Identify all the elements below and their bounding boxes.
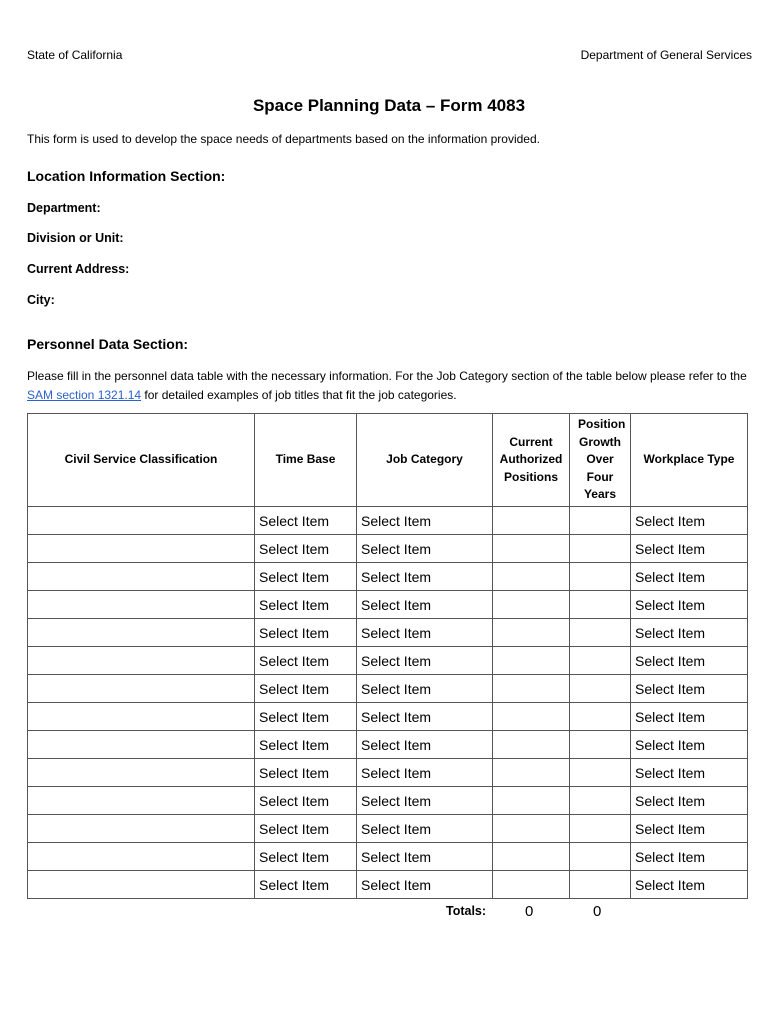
time-base-select[interactable] (255, 591, 357, 619)
select-item-label: Select Item (361, 876, 432, 893)
time-base-select[interactable] (255, 843, 357, 871)
classification-cell[interactable] (28, 759, 255, 787)
header-state: State of California (27, 48, 123, 62)
select-item-label: Select Item (361, 540, 432, 557)
classification-cell[interactable] (28, 591, 255, 619)
division-field[interactable]: Division or Unit: (27, 231, 124, 245)
classification-cell[interactable] (28, 563, 255, 591)
workplace-type-select[interactable] (631, 731, 748, 759)
select-item-label: Select Item (361, 792, 432, 809)
header-department: Department of General Services (580, 48, 752, 62)
intro-text: This form is used to develop the space needs of departments based on the information provided. (27, 132, 540, 146)
table-body (28, 507, 748, 899)
select-item-label: Select Item (361, 624, 432, 641)
position-growth-cell[interactable] (570, 731, 631, 759)
select-item-label: Select Item (259, 876, 330, 893)
total-current-positions: 0 (525, 903, 534, 920)
time-base-select[interactable] (255, 759, 357, 787)
time-base-select[interactable] (255, 619, 357, 647)
select-item-label: Select Item (259, 596, 330, 613)
workplace-type-select[interactable] (631, 675, 748, 703)
time-base-select[interactable] (255, 815, 357, 843)
select-item-label: Select Item (635, 624, 706, 641)
workplace-type-select[interactable] (631, 871, 748, 899)
current-positions-cell[interactable] (493, 871, 570, 899)
col-header-workplace-type: Workplace Type (631, 414, 748, 507)
workplace-type-select[interactable] (631, 535, 748, 563)
time-base-select[interactable] (255, 675, 357, 703)
position-growth-cell[interactable] (570, 535, 631, 563)
select-item-label: Select Item (635, 540, 706, 557)
position-growth-cell[interactable] (570, 815, 631, 843)
select-item-label: Select Item (259, 820, 330, 837)
totals-label: Totals: (446, 904, 487, 918)
position-growth-cell[interactable] (570, 619, 631, 647)
select-item-label: Select Item (361, 596, 432, 613)
classification-cell[interactable] (28, 647, 255, 675)
position-growth-cell[interactable] (570, 563, 631, 591)
workplace-type-select[interactable] (631, 591, 748, 619)
select-item-label: Select Item (361, 680, 432, 697)
workplace-type-select[interactable] (631, 759, 748, 787)
table-row (28, 815, 748, 843)
address-field[interactable]: Current Address: (27, 262, 130, 276)
current-positions-cell[interactable] (493, 647, 570, 675)
classification-cell[interactable] (28, 703, 255, 731)
select-item-label: Select Item (635, 512, 706, 529)
total-position-growth: 0 (593, 903, 602, 920)
workplace-type-select[interactable] (631, 703, 748, 731)
select-item-label: Select Item (259, 652, 330, 669)
personnel-section-heading: Personnel Data Section: (27, 336, 189, 352)
position-growth-cell[interactable] (570, 703, 631, 731)
job-category-select[interactable] (357, 647, 493, 675)
job-category-select[interactable] (357, 731, 493, 759)
position-growth-cell[interactable] (570, 507, 631, 535)
position-growth-cell[interactable] (570, 843, 631, 871)
classification-cell[interactable] (28, 843, 255, 871)
select-item-label: Select Item (259, 736, 330, 753)
current-positions-cell[interactable] (493, 675, 570, 703)
table-row (28, 563, 748, 591)
select-item-label: Select Item (635, 568, 706, 585)
select-item-label: Select Item (635, 792, 706, 809)
select-item-label: Select Item (635, 820, 706, 837)
sam-section-link[interactable]: SAM section 1321.14 (27, 388, 142, 402)
select-item-label: Select Item (635, 596, 706, 613)
select-item-label: Select Item (635, 652, 706, 669)
job-category-select[interactable] (357, 535, 493, 563)
job-category-select[interactable] (357, 815, 493, 843)
position-growth-cell[interactable] (570, 591, 631, 619)
classification-cell[interactable] (28, 731, 255, 759)
select-item-label: Select Item (361, 820, 432, 837)
time-base-select[interactable] (255, 563, 357, 591)
col-header-current-positions: Current Authorized Positions (493, 414, 570, 507)
personnel-instructions (27, 367, 747, 405)
select-item-label: Select Item (635, 876, 706, 893)
table-row (28, 675, 748, 703)
select-item-label: Select Item (635, 708, 706, 725)
select-item-label: Select Item (259, 792, 330, 809)
select-item-label: Select Item (361, 512, 432, 529)
select-item-label: Select Item (259, 708, 330, 725)
time-base-select[interactable] (255, 703, 357, 731)
select-item-label: Select Item (361, 568, 432, 585)
select-item-label: Select Item (259, 764, 330, 781)
select-item-label: Select Item (259, 680, 330, 697)
current-positions-cell[interactable] (493, 703, 570, 731)
position-growth-cell[interactable] (570, 647, 631, 675)
current-positions-cell[interactable] (493, 731, 570, 759)
select-item-label: Select Item (259, 512, 330, 529)
position-growth-cell[interactable] (570, 871, 631, 899)
table-row (28, 759, 748, 787)
position-growth-cell[interactable] (570, 787, 631, 815)
time-base-select[interactable] (255, 535, 357, 563)
select-item-label: Select Item (259, 568, 330, 585)
time-base-select[interactable] (255, 647, 357, 675)
current-positions-cell[interactable] (493, 535, 570, 563)
job-category-select[interactable] (357, 703, 493, 731)
select-item-label: Select Item (635, 764, 706, 781)
table-row (28, 871, 748, 899)
job-category-select[interactable] (357, 843, 493, 871)
time-base-select[interactable] (255, 507, 357, 535)
select-item-label: Select Item (361, 764, 432, 781)
city-field[interactable]: City: (27, 293, 55, 307)
select-item-label: Select Item (361, 708, 432, 725)
department-field[interactable]: Department: (27, 201, 101, 215)
select-item-label: Select Item (635, 680, 706, 697)
time-base-select[interactable] (255, 787, 357, 815)
table-row (28, 647, 748, 675)
select-item-label: Select Item (635, 848, 706, 865)
table-row (28, 703, 748, 731)
current-positions-cell[interactable] (493, 619, 570, 647)
personnel-table (27, 413, 748, 899)
select-item-label: Select Item (635, 736, 706, 753)
current-positions-cell[interactable] (493, 591, 570, 619)
table-row (28, 535, 748, 563)
current-positions-cell[interactable] (493, 787, 570, 815)
classification-cell[interactable] (28, 787, 255, 815)
classification-cell[interactable] (28, 507, 255, 535)
instructions-text-before: Please fill in the personnel data table with the necessary information. For the Job Category section of the table below please refer to the (27, 369, 747, 383)
job-category-select[interactable] (357, 619, 493, 647)
current-positions-cell[interactable] (493, 843, 570, 871)
position-growth-cell[interactable] (570, 675, 631, 703)
current-positions-cell[interactable] (493, 507, 570, 535)
current-positions-cell[interactable] (493, 563, 570, 591)
job-category-select[interactable] (357, 507, 493, 535)
table-row (28, 843, 748, 871)
workplace-type-select[interactable] (631, 815, 748, 843)
job-category-select[interactable] (357, 675, 493, 703)
job-category-select[interactable] (357, 787, 493, 815)
select-item-label: Select Item (259, 848, 330, 865)
table-row (28, 507, 748, 535)
job-category-select[interactable] (357, 759, 493, 787)
select-item-label: Select Item (259, 540, 330, 557)
job-category-select[interactable] (357, 563, 493, 591)
classification-cell[interactable] (28, 619, 255, 647)
classification-cell[interactable] (28, 815, 255, 843)
time-base-select[interactable] (255, 731, 357, 759)
workplace-type-select[interactable] (631, 843, 748, 871)
instructions-text-after: for detailed examples of job titles that fit the job categories. (141, 388, 457, 402)
current-positions-cell[interactable] (493, 815, 570, 843)
col-header-job-category: Job Category (357, 414, 493, 507)
job-category-select[interactable] (357, 591, 493, 619)
table-header-row (28, 414, 748, 507)
location-section-heading: Location Information Section: (27, 168, 226, 184)
col-header-time-base: Time Base (255, 414, 357, 507)
classification-cell[interactable] (28, 675, 255, 703)
col-header-classification: Civil Service Classification (28, 414, 255, 507)
current-positions-cell[interactable] (493, 759, 570, 787)
workplace-type-select[interactable] (631, 787, 748, 815)
select-item-label: Select Item (361, 736, 432, 753)
workplace-type-select[interactable] (631, 563, 748, 591)
workplace-type-select[interactable] (631, 647, 748, 675)
classification-cell[interactable] (28, 871, 255, 899)
select-item-label: Select Item (259, 624, 330, 641)
select-item-label: Select Item (361, 848, 432, 865)
table-row (28, 619, 748, 647)
workplace-type-select[interactable] (631, 507, 748, 535)
workplace-type-select[interactable] (631, 619, 748, 647)
table-row (28, 591, 748, 619)
table-row (28, 731, 748, 759)
select-item-label: Select Item (361, 652, 432, 669)
job-category-select[interactable] (357, 871, 493, 899)
time-base-select[interactable] (255, 871, 357, 899)
classification-cell[interactable] (28, 535, 255, 563)
position-growth-cell[interactable] (570, 759, 631, 787)
table-row (28, 787, 748, 815)
col-header-position-growth: Position Growth Over Four Years (570, 414, 631, 507)
page-title: Space Planning Data – Form 4083 (252, 96, 526, 115)
